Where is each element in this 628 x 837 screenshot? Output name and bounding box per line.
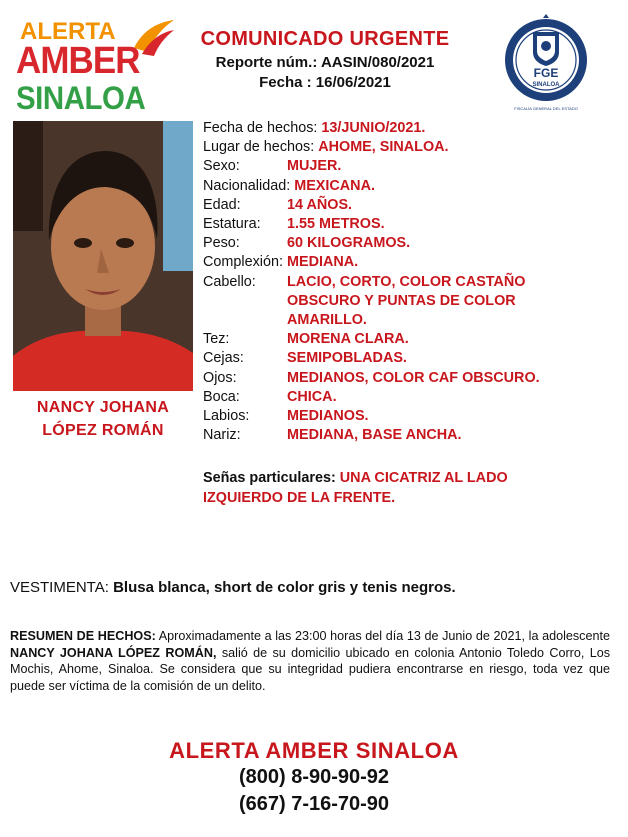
detail-value-line: OBSCURO Y PUNTAS DE COLOR — [287, 292, 516, 309]
detail-value: MORENA CLARA. — [287, 331, 409, 348]
seal-ring-text: FISCALÍA GENERAL DEL ESTADO — [514, 106, 578, 111]
detail-labios — [203, 407, 623, 426]
detail-label: Cejas: — [203, 350, 244, 367]
detail-value: 13/JUNIO/2021. — [321, 120, 426, 136]
report-date — [180, 74, 470, 91]
detail-value: AHOME, SINALOA. — [318, 139, 449, 156]
detail-value-line: LACIO, CORTO, COLOR CASTAÑO — [287, 273, 526, 290]
date-value: 16/06/2021 — [315, 74, 391, 91]
seal-state: SINALOA — [532, 82, 560, 88]
missing-person-name — [13, 396, 193, 442]
senas-value-line-2: IZQUIERDO DE LA FRENTE. — [203, 490, 396, 506]
detail-label: Boca: — [203, 388, 240, 405]
communique-title: COMUNICADO URGENTE — [200, 28, 450, 50]
detail-label: Tez: — [203, 331, 230, 348]
detail-label: Peso: — [203, 235, 240, 252]
detail-value: MUJER. — [287, 158, 342, 175]
detail-fecha-hechos — [203, 119, 623, 138]
vestimenta-label: VESTIMENTA: — [10, 579, 109, 596]
detail-value: MEXICANA. — [294, 177, 375, 194]
vestimenta-value: Blusa blanca, short de color gris y tenis negros. — [113, 579, 456, 596]
name-line-1: NANCY JOHANA — [36, 399, 170, 416]
summary-of-events — [10, 628, 610, 694]
detail-value: 60 KILOGRAMOS. — [287, 235, 411, 252]
logo-sinaloa-text: SINALOA — [16, 80, 146, 116]
name-line-2: LÓPEZ ROMÁN — [42, 422, 164, 439]
detail-value: MEDIANA, BASE ANCHA. — [287, 427, 462, 444]
detail-label: Ojos: — [203, 369, 237, 386]
detail-sexo — [203, 157, 623, 176]
detail-boca — [203, 388, 623, 407]
clothing-description — [10, 579, 620, 596]
detail-label: Cabello: — [203, 273, 256, 290]
detail-label: Nacionalidad: — [203, 177, 291, 194]
detail-value: 14 AÑOS. — [287, 196, 353, 213]
detail-lugar-hechos — [203, 138, 623, 157]
contact-footer — [0, 738, 628, 818]
phone-number-2: (667) 7-16-70-90 — [238, 793, 390, 815]
detail-label: Complexión: — [203, 254, 283, 271]
detail-value-line: AMARILLO. — [287, 312, 367, 329]
logo-amber-text: AMBER — [16, 40, 140, 82]
footer-title: ALERTA AMBER SINALOA — [169, 738, 459, 763]
report-value: AASIN/080/2021 — [320, 54, 435, 71]
description-details — [203, 119, 623, 445]
alerta-amber-logo — [14, 14, 174, 114]
detail-label: Lugar de hechos: — [203, 139, 315, 156]
resumen-label: RESUMEN DE HECHOS: — [10, 629, 156, 643]
detail-ojos — [203, 369, 623, 388]
detail-value: MEDIANA. — [287, 254, 359, 271]
date-label: Fecha : — [259, 74, 312, 91]
detail-label: Labios: — [203, 408, 250, 425]
detail-label: Fecha de hechos: — [203, 120, 318, 136]
detail-nacionalidad — [203, 177, 623, 196]
detail-edad — [203, 196, 623, 215]
report-number — [180, 54, 470, 71]
detail-tez — [203, 330, 623, 349]
detail-label: Estatura: — [203, 216, 261, 233]
detail-value: CHICA. — [287, 388, 337, 405]
senas-label: Señas particulares: — [203, 470, 336, 486]
seal-acronym: FGE — [533, 66, 559, 80]
senas-value-line-1: UNA CICATRIZ AL LADO — [339, 470, 508, 486]
report-label: Reporte núm.: — [215, 54, 318, 71]
phone-number-1: (800) 8-90-90-92 — [238, 766, 390, 788]
missing-person-photo — [13, 121, 193, 391]
resumen-name: NANCY JOHANA LÓPEZ ROMÁN, — [10, 645, 217, 660]
detail-peso — [203, 234, 623, 253]
resumen-text-1: Aproximadamente a las 23:00 horas del día 13 de Junio de 2021, la adolescente — [158, 629, 610, 643]
portrait-illustration — [13, 121, 193, 391]
detail-label: Sexo: — [203, 158, 240, 175]
detail-estatura — [203, 215, 623, 234]
detail-value: SEMIPOBLADAS. — [287, 350, 407, 367]
detail-label: Nariz: — [203, 427, 241, 444]
detail-cabello — [203, 273, 623, 331]
detail-label: Edad: — [203, 196, 241, 213]
header-block — [180, 28, 470, 91]
fge-seal-logo — [503, 14, 589, 106]
detail-value: 1.55 METROS. — [287, 216, 385, 233]
detail-nariz — [203, 426, 623, 445]
detail-value: MEDIANOS, COLOR CAF OBSCURO. — [287, 369, 540, 386]
detail-cejas — [203, 349, 623, 368]
resumen-text-2: salió de su domicilio ubicado en colonia Antonio Toledo Corro, Los Mochis, Ahome, Sinaloa. Se considera que su integridad pudiera encontrarse en riesgo, toda vez que puede ser víctima de la comisión de un delito. — [10, 645, 611, 693]
distinguishing-marks — [203, 468, 603, 508]
logo-alerta-text: ALERTA — [20, 18, 116, 45]
detail-value: MEDIANOS. — [287, 408, 369, 425]
detail-complexion — [203, 253, 623, 272]
